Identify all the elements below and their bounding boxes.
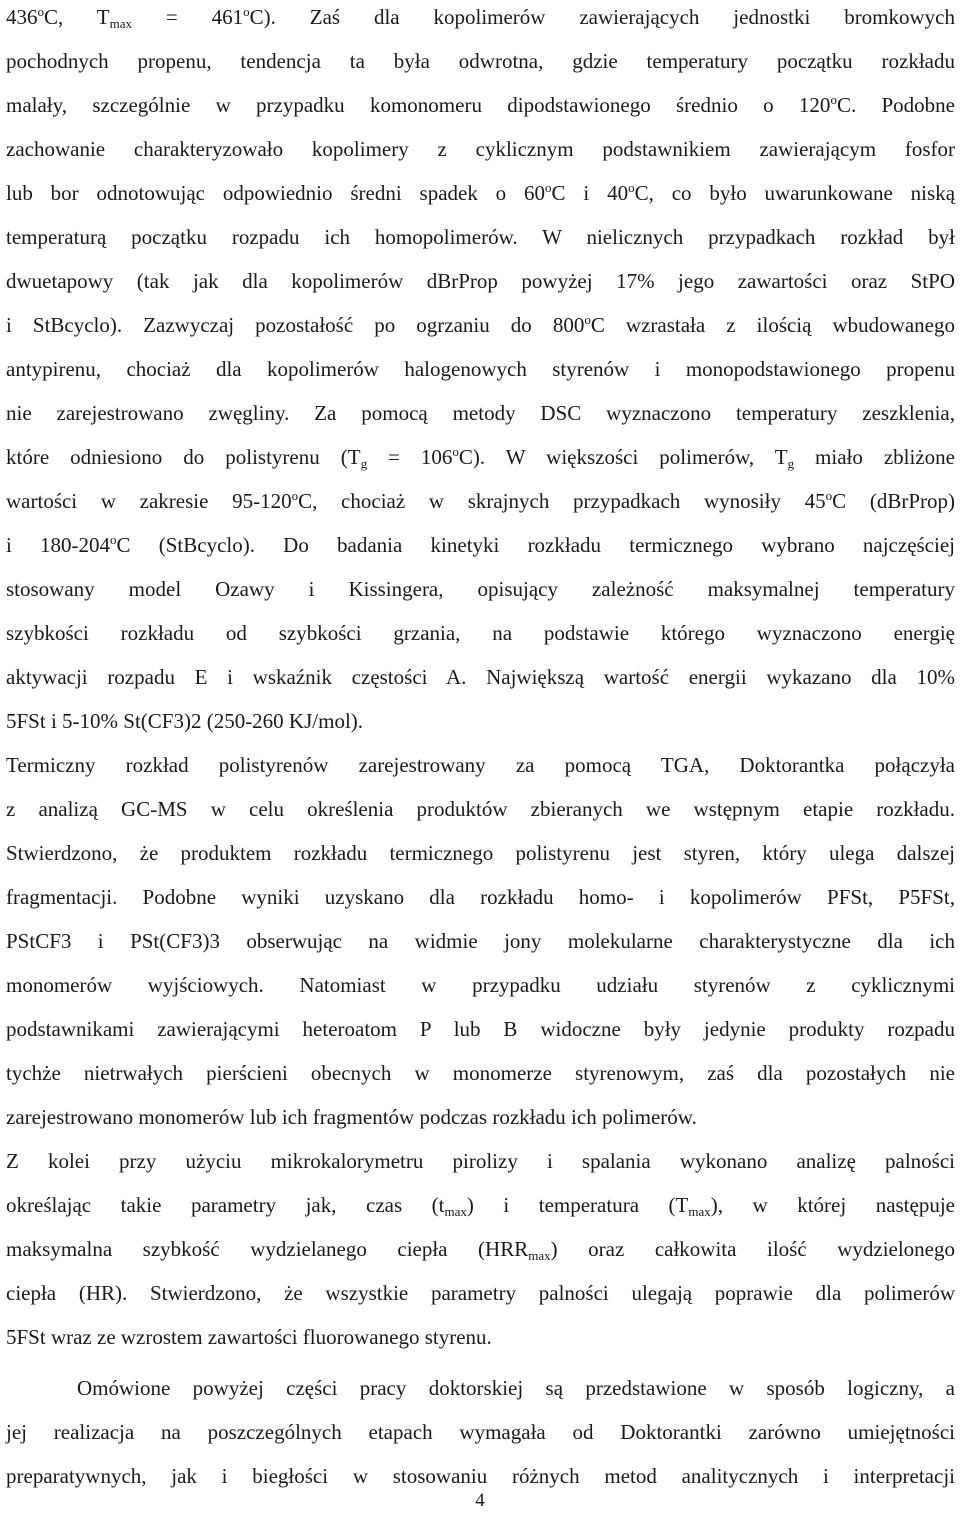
paragraph-summary xyxy=(6,1366,955,1498)
text-line: preparatywnych, jak i biegłości w stosowaniu różnych metod analitycznych i interpretacji xyxy=(6,1464,955,1488)
page-number: 4 xyxy=(475,1490,485,1511)
text-line: tychże nietrwałych pierścieni obecnych w monomerze styrenowym, zaś dla pozostałych nie xyxy=(6,1061,955,1085)
paragraph-thermal-stability xyxy=(6,0,955,743)
text-line: Z kolei przy użyciu mikrokalorymetru pirolizy i spalania wykonano analizę palności xyxy=(6,1149,955,1173)
text-line: temperaturą początku rozpadu ich homopolimerów. W nielicznych przypadkach rozkład był xyxy=(6,225,955,249)
text-line: dwuetapowy (tak jak dla kopolimerów dBrProp powyżej 17% jego zawartości oraz StPO xyxy=(6,269,955,293)
text-line: i StBcyclo). Zazwyczaj pozostałość po ogrzaniu do 800$^o$C wzrastała z ilością wbudowanego xyxy=(6,312,955,337)
text-line: jej realizacja na poszczególnych etapach wymagała od Doktorantki zarówno umiejętności xyxy=(6,1420,955,1444)
text-line: malały, szczególnie w przypadku komonomeru dipodstawionego średnio o 120$^o$C. Podobne xyxy=(6,92,955,117)
text-line: wartości w zakresie 95-120$^o$C, chociaż w skrajnych przypadkach wynosiły 45$^o$C (dBrProp) xyxy=(6,488,955,513)
paragraph-tga-gcms xyxy=(6,743,955,1139)
text-line: które odniesiono do polistyrenu $(T_g = 106^oC)$. W większości polimerów, $T_g$ miało zbliżone xyxy=(6,444,955,471)
text-line: antypirenu, chociaż dla kopolimerów halogenowych styrenów i monopodstawionego propenu xyxy=(6,357,955,381)
text-line: z analizą GC-MS w celu określenia produktów zbieranych we wstępnym etapie rozkładu. xyxy=(6,797,955,821)
text-line: PStCF3 i PSt(CF3)3 obserwując na widmie jony molekularne charakterystyczne dla ich xyxy=(6,929,955,953)
text-line: Stwierdzono, że produktem rozkładu termicznego polistyrenu jest styren, który ulega dalszej xyxy=(6,841,955,865)
text-line: 5FSt wraz ze wzrostem zawartości fluorowanego styrenu. xyxy=(6,1325,492,1349)
text-line: ciepła (HR). Stwierdzono, że wszystkie parametry palności ulegają poprawie dla polimerów xyxy=(6,1281,955,1305)
text-line: pochodnych propenu, tendencja ta była odwrotna, gdzie temperatury początku rozkładu xyxy=(6,49,955,73)
document-page xyxy=(6,0,955,1498)
text-line: maksymalna szybkość wydzielanego ciepła $(HRR_{max})$ oraz całkowita ilość wydzielonego xyxy=(6,1237,955,1263)
text-line: i 180-204$^o$C (StBcyclo). Do badania kinetyki rozkładu termicznego wybrano najczęściej xyxy=(6,532,955,557)
text-line: aktywacji rozpadu E i wskaźnik częstości A. Największą wartość energii wykazano dla 10% xyxy=(6,665,955,689)
text-line: lub bor odnotowując odpowiednio średni spadek o 60$^o$C i 40$^o$C, co było uwarunkowane niską xyxy=(6,180,956,205)
paragraph-flammability xyxy=(6,1139,955,1359)
text-line: nie zarejestrowano zwęgliny. Za pomocą metody DSC wyznaczono temperatury zeszklenia, xyxy=(6,401,955,425)
text-line: 436$^o$C, $T_{max} = 461^oC$). Zaś dla kopolimerów zawierających jednostki bromkowych xyxy=(6,4,956,31)
text-line: Omówione powyżej części pracy doktorskiej są przedstawione w sposób logiczny, a xyxy=(77,1376,955,1400)
text-line: określając takie parametry jak, czas $(t_{max})$ i temperatura $(T_{max})$, w której następuje xyxy=(6,1193,955,1219)
text-line: Termiczny rozkład polistyrenów zarejestrowany za pomocą TGA, Doktorantka połączyła xyxy=(6,753,955,777)
text-line: monomerów wyjściowych. Natomiast w przypadku udziału styrenów z cyklicznymi xyxy=(6,973,955,997)
text-line: zarejestrowano monomerów lub ich fragmentów podczas rozkładu ich polimerów. xyxy=(6,1105,697,1129)
text-line: stosowany model Ozawy i Kissingera, opisujący zależność maksymalnej temperatury xyxy=(6,577,955,601)
text-line: szybkości rozkładu od szybkości grzania, na podstawie którego wyznaczono energię xyxy=(6,621,955,645)
text-line: fragmentacji. Podobne wyniki uzyskano dla rozkładu homo- i kopolimerów PFSt, P5FSt, xyxy=(6,885,955,909)
text-line: podstawnikami zawierającymi heteroatom P lub B widoczne były jedynie produkty rozpadu xyxy=(6,1017,955,1041)
text-line: 5FSt i 5-10% St(CF3)2 (250-260 KJ/mol). xyxy=(6,709,364,733)
text-line: zachowanie charakteryzowało kopolimery z cyklicznym podstawnikiem zawierającym fosfor xyxy=(6,137,955,161)
